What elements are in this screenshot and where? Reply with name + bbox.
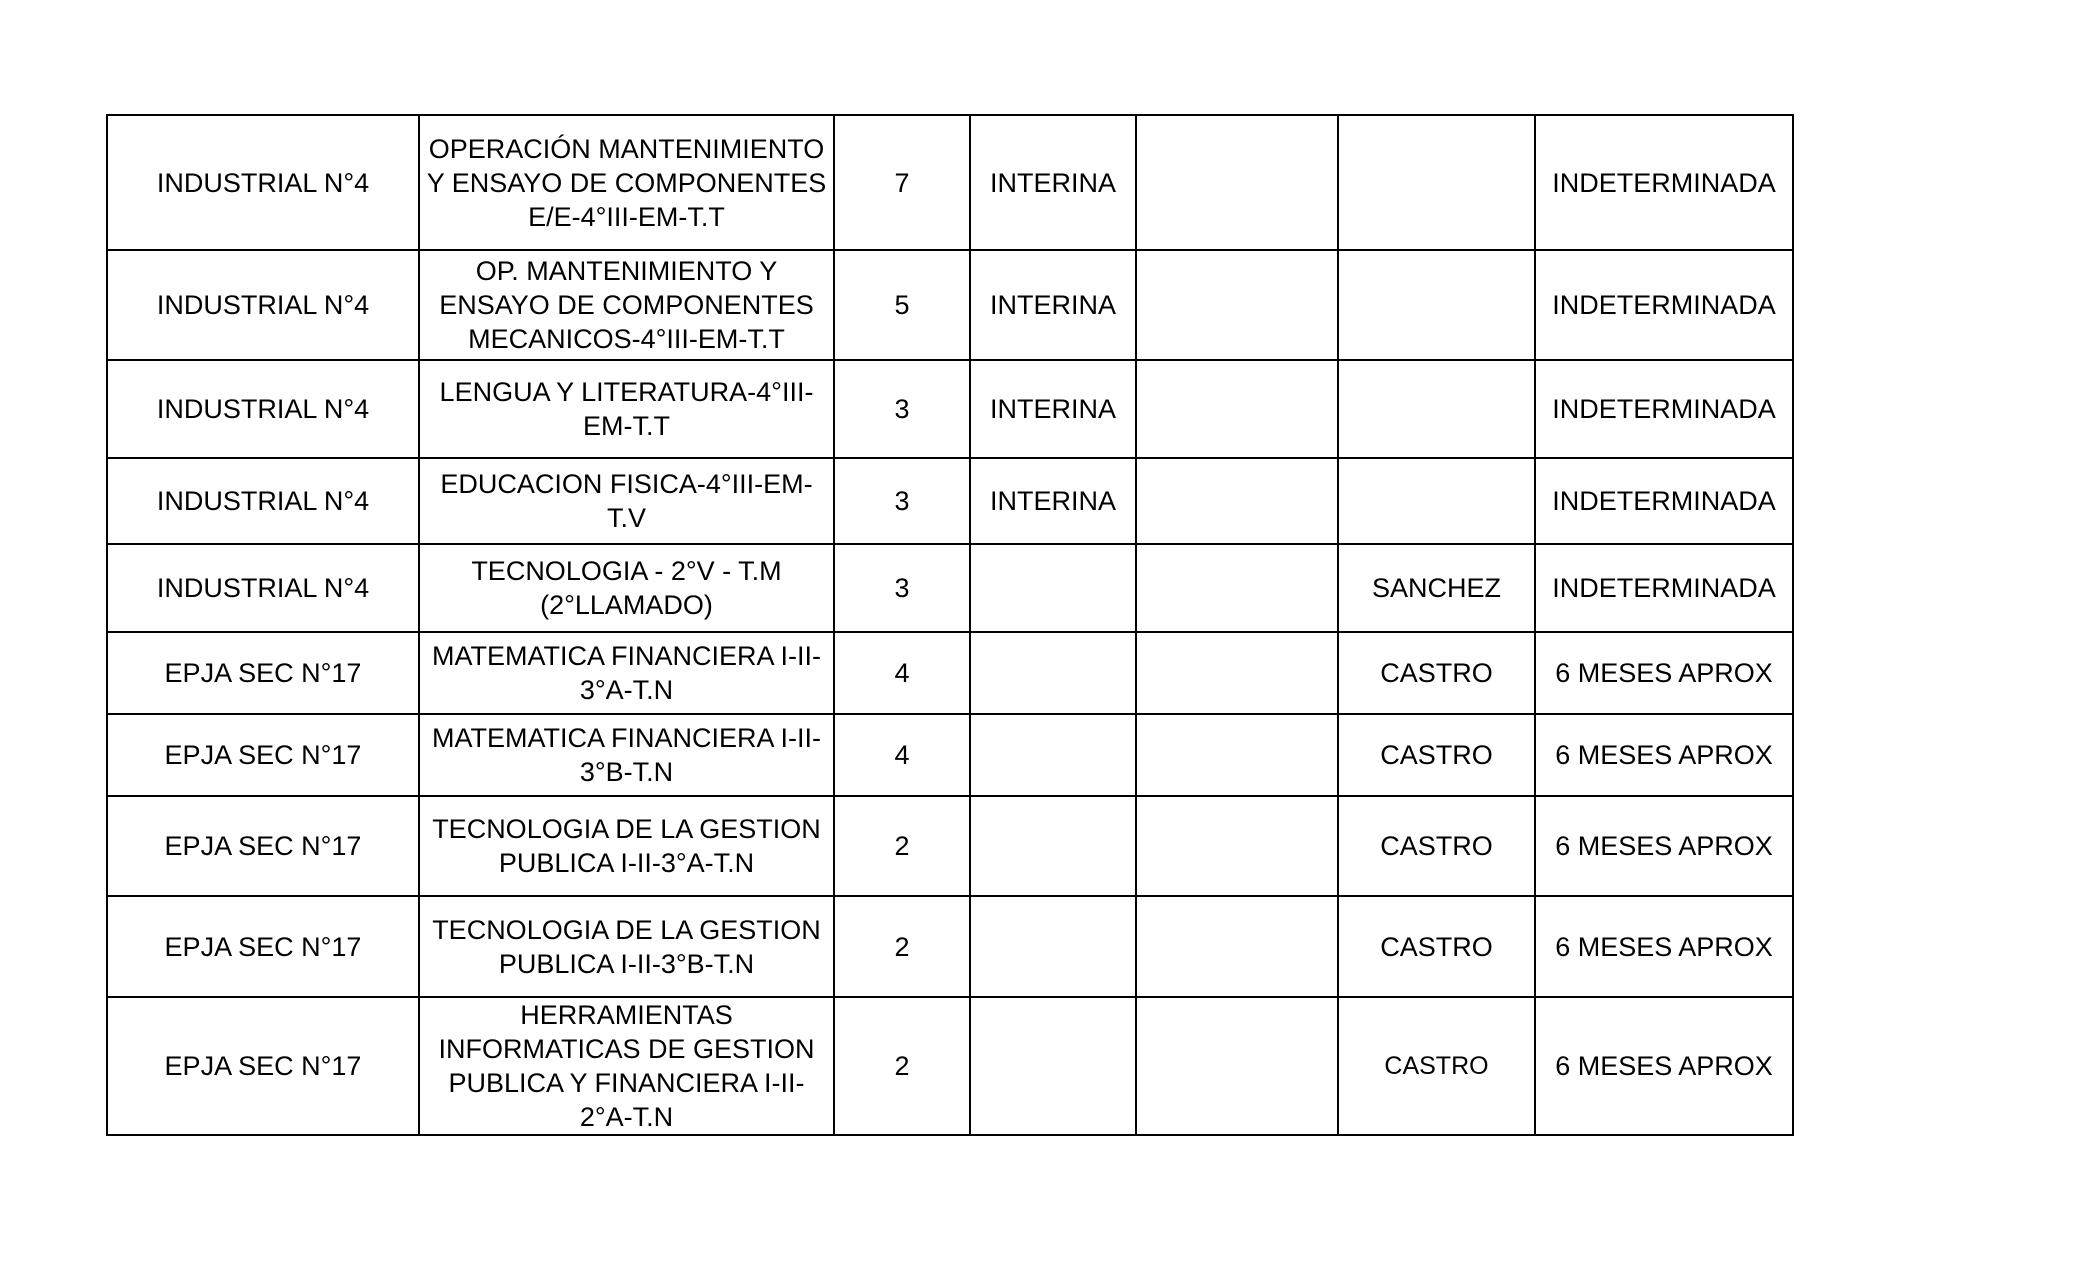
subject-cell: MATEMATICA FINANCIERA I-II-3°B-T.N — [419, 714, 834, 796]
hours-cell: 4 — [834, 632, 970, 714]
status-cell — [970, 544, 1136, 632]
hours-cell: 2 — [834, 997, 970, 1135]
name-cell: SANCHEZ — [1338, 544, 1535, 632]
vacancy-table — [106, 114, 1794, 1136]
status-cell — [970, 997, 1136, 1135]
duration-cell: 6 MESES APROX — [1535, 796, 1793, 896]
name-cell — [1338, 360, 1535, 458]
status-cell: INTERINA — [970, 115, 1136, 250]
empty-cell — [1136, 632, 1338, 714]
duration-cell: 6 MESES APROX — [1535, 632, 1793, 714]
status-cell — [970, 896, 1136, 997]
duration-cell: INDETERMINADA — [1535, 544, 1793, 632]
name-cell: CASTRO — [1338, 997, 1535, 1135]
duration-cell: 6 MESES APROX — [1535, 896, 1793, 997]
empty-cell — [1136, 250, 1338, 360]
name-cell: CASTRO — [1338, 632, 1535, 714]
hours-cell: 5 — [834, 250, 970, 360]
table-row — [107, 250, 1793, 360]
empty-cell — [1136, 360, 1338, 458]
subject-cell: TECNOLOGIA - 2°V - T.M (2°LLAMADO) — [419, 544, 834, 632]
school-cell: INDUSTRIAL N°4 — [107, 250, 419, 360]
hours-cell: 2 — [834, 796, 970, 896]
status-cell — [970, 714, 1136, 796]
status-cell: INTERINA — [970, 360, 1136, 458]
table-row — [107, 544, 1793, 632]
duration-cell: 6 MESES APROX — [1535, 714, 1793, 796]
name-cell — [1338, 115, 1535, 250]
name-cell — [1338, 250, 1535, 360]
empty-cell — [1136, 796, 1338, 896]
school-cell: EPJA SEC N°17 — [107, 997, 419, 1135]
table-row — [107, 360, 1793, 458]
subject-cell: TECNOLOGIA DE LA GESTION PUBLICA I-II-3°A-T.N — [419, 796, 834, 896]
status-cell: INTERINA — [970, 458, 1136, 544]
table-row — [107, 714, 1793, 796]
school-cell: INDUSTRIAL N°4 — [107, 115, 419, 250]
duration-cell: 6 MESES APROX — [1535, 997, 1793, 1135]
table-row — [107, 997, 1793, 1135]
school-cell: INDUSTRIAL N°4 — [107, 458, 419, 544]
hours-cell: 3 — [834, 360, 970, 458]
hours-cell: 4 — [834, 714, 970, 796]
subject-cell: OP. MANTENIMIENTO Y ENSAYO DE COMPONENTES MECANICOS-4°III-EM-T.T — [419, 250, 834, 360]
table-row — [107, 896, 1793, 997]
hours-cell: 7 — [834, 115, 970, 250]
table-row — [107, 458, 1793, 544]
school-cell: EPJA SEC N°17 — [107, 714, 419, 796]
name-cell: CASTRO — [1338, 796, 1535, 896]
subject-cell: TECNOLOGIA DE LA GESTION PUBLICA I-II-3°B-T.N — [419, 896, 834, 997]
hours-cell: 2 — [834, 896, 970, 997]
school-cell: INDUSTRIAL N°4 — [107, 360, 419, 458]
duration-cell: INDETERMINADA — [1535, 360, 1793, 458]
subject-cell: EDUCACION FISICA-4°III-EM-T.V — [419, 458, 834, 544]
status-cell — [970, 632, 1136, 714]
school-cell: EPJA SEC N°17 — [107, 896, 419, 997]
empty-cell — [1136, 896, 1338, 997]
hours-cell: 3 — [834, 544, 970, 632]
table-row — [107, 115, 1793, 250]
duration-cell: INDETERMINADA — [1535, 458, 1793, 544]
subject-cell: OPERACIÓN MANTENIMIENTO Y ENSAYO DE COMPONENTES E/E-4°III-EM-T.T — [419, 115, 834, 250]
school-cell: INDUSTRIAL N°4 — [107, 544, 419, 632]
status-cell — [970, 796, 1136, 896]
school-cell: EPJA SEC N°17 — [107, 796, 419, 896]
duration-cell: INDETERMINADA — [1535, 115, 1793, 250]
name-cell — [1338, 458, 1535, 544]
empty-cell — [1136, 544, 1338, 632]
empty-cell — [1136, 997, 1338, 1135]
empty-cell — [1136, 714, 1338, 796]
status-cell: INTERINA — [970, 250, 1136, 360]
table-row — [107, 796, 1793, 896]
subject-cell: MATEMATICA FINANCIERA I-II-3°A-T.N — [419, 632, 834, 714]
subject-cell: LENGUA Y LITERATURA-4°III-EM-T.T — [419, 360, 834, 458]
hours-cell: 3 — [834, 458, 970, 544]
table-row — [107, 632, 1793, 714]
name-cell: CASTRO — [1338, 714, 1535, 796]
school-cell: EPJA SEC N°17 — [107, 632, 419, 714]
duration-cell: INDETERMINADA — [1535, 250, 1793, 360]
empty-cell — [1136, 115, 1338, 250]
name-cell: CASTRO — [1338, 896, 1535, 997]
subject-cell: HERRAMIENTAS INFORMATICAS DE GESTION PUBLICA Y FINANCIERA I-II-2°A-T.N — [419, 997, 834, 1135]
empty-cell — [1136, 458, 1338, 544]
